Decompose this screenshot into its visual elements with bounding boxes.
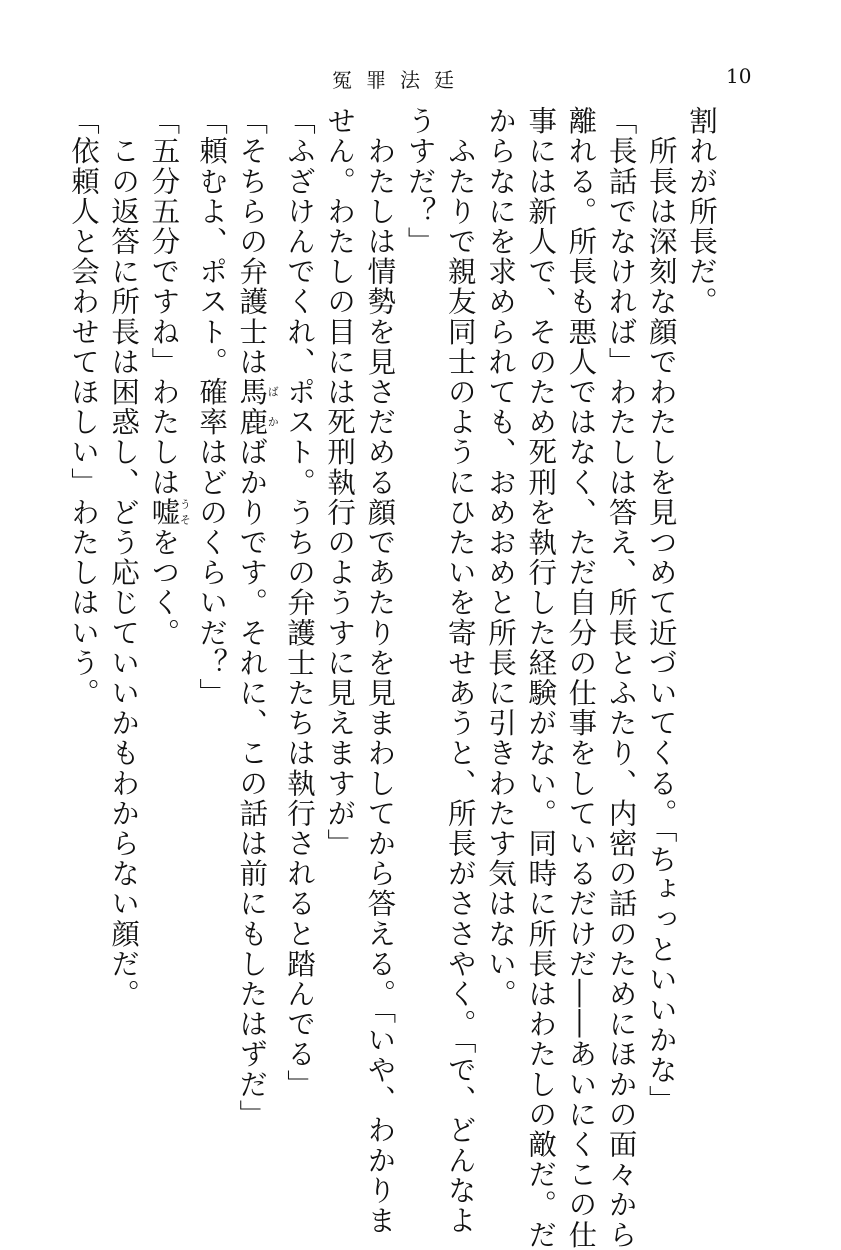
running-header-title: 冤罪法廷 — [332, 68, 468, 92]
text-line: 「頼むよ、ポスト。確率はどのくらいだ？」 — [195, 106, 229, 708]
text-line: 事には新人で、そのため死刑を執行した経験がない。同時に所長はわたしの敵だ。だ — [524, 106, 558, 1250]
text-line: 「依頼人と会わせてほしい」わたしはいう。 — [66, 106, 100, 708]
text-line: からなにを求められても、おめおめと所長に引きわたす気はない。 — [483, 106, 517, 1009]
ruby-annotation: 馬鹿ばか — [235, 376, 280, 438]
text-line: 割れが所長だ。 — [685, 106, 718, 317]
page-number: 10 — [726, 64, 752, 88]
text-line: 離れる。所長も悪人ではなく、ただ自分の仕事をしているだけだ――あいにくこの仕 — [564, 106, 598, 1250]
ruby-annotation: 嘘うそ — [147, 497, 192, 528]
text-line: 所長は深刻な顔でわたしを見つめて近づいてくる。「ちょっといいかな」 — [644, 106, 678, 1116]
text-line: わたしは情勢を見さだめる顔であたりを見まわしてから答える。「いや、わかりま — [363, 106, 397, 1236]
text-line: うすだ？」 — [403, 106, 437, 257]
text-line: 「ふざけんでくれ、ポスト。うちの弁護士たちは執行されると踏んでる」 — [282, 106, 316, 1100]
text-line: 「五分五分ですね」わたしは嘘うそをつく。 — [147, 106, 192, 648]
text-line: この返答に所長は困惑し、どう応じていいかもわからない顔だ。 — [107, 106, 141, 1009]
text-line: ふたりで親友同士のようにひたいを寄せあうと、所長がささやく。「で、どんなよ — [443, 106, 477, 1236]
text-line: せん。わたしの目には死刑執行のようすに見えますが」 — [323, 106, 357, 859]
body-text — [66, 106, 721, 1250]
text-line: 「長話でなければ」わたしは答え、所長とふたり、内密の話のためにほかの面々から — [604, 106, 638, 1250]
text-line: 「そちらの弁護士は馬鹿ばかばかりです。それに、この話は前にもしたはずだ」 — [235, 106, 280, 1130]
